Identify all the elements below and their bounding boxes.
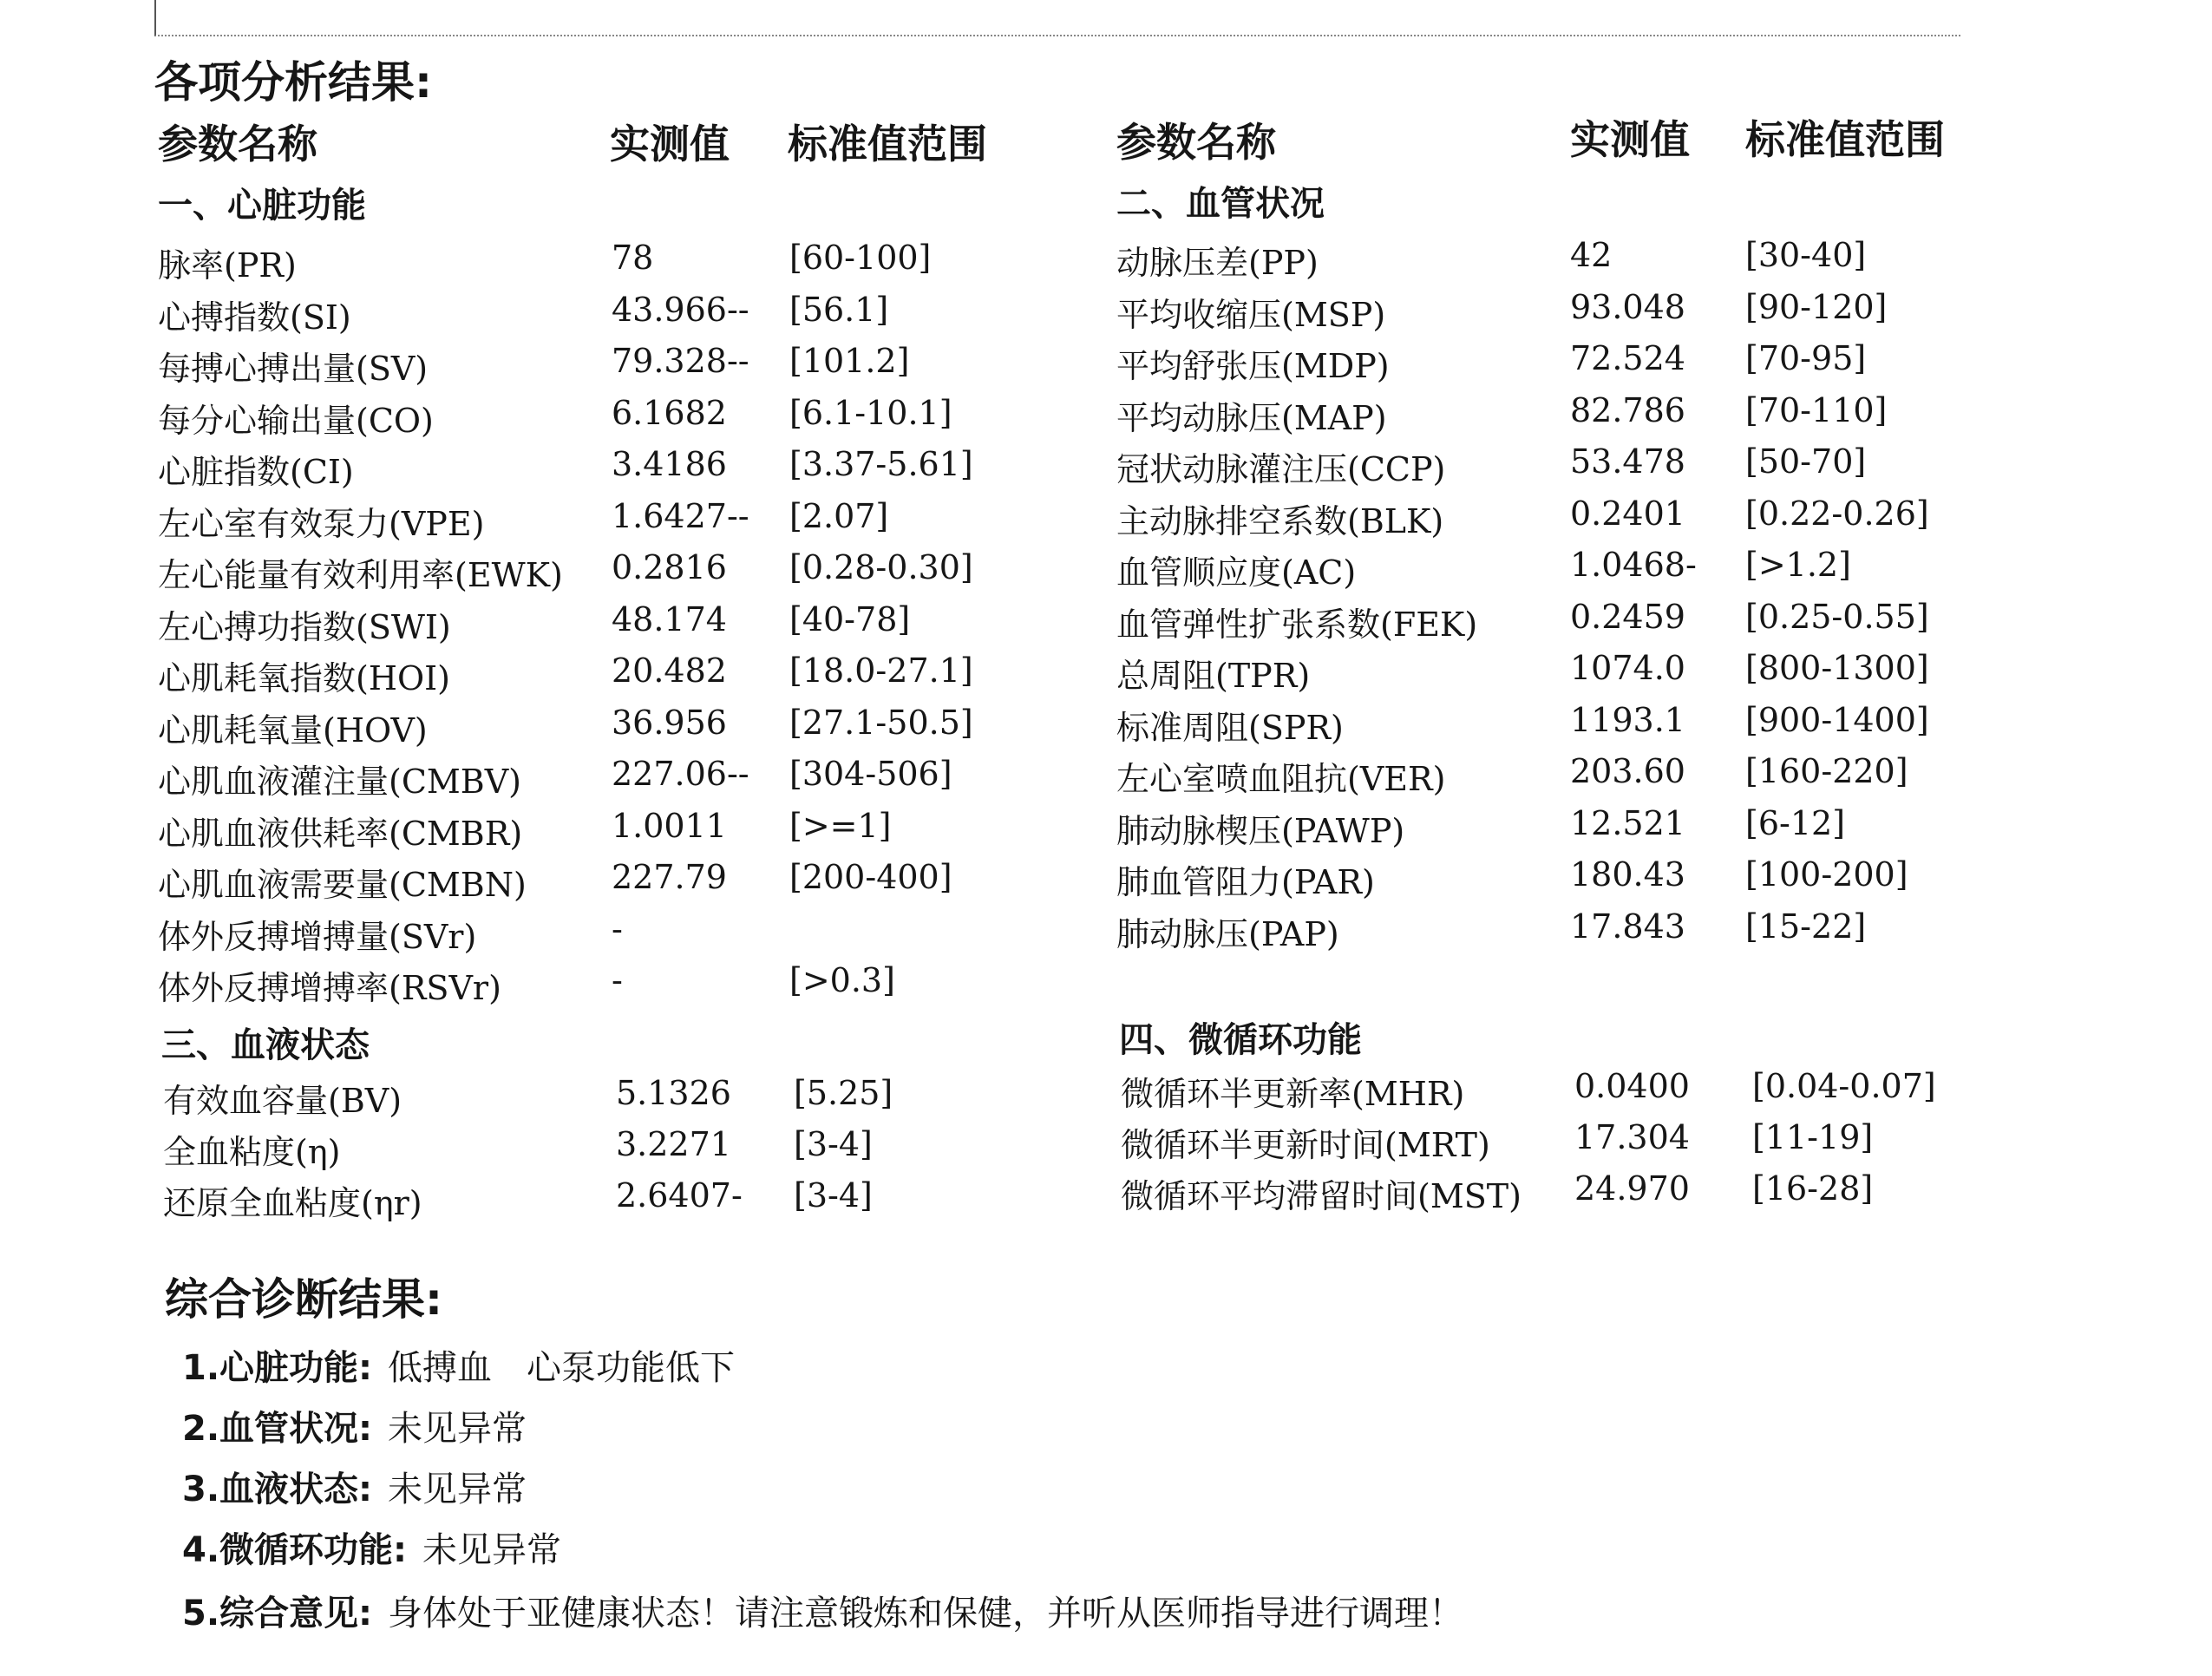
param-name: 肺血管阻力(PAR) xyxy=(1116,863,1375,901)
param-name: 总周阻(TPR) xyxy=(1116,657,1311,695)
diagnosis-item xyxy=(182,1340,735,1390)
page-frame-top xyxy=(154,0,1960,36)
reference-range: [2.07] xyxy=(789,496,889,535)
diagnosis-text: 低搏血 心泵功能低下 xyxy=(388,1348,736,1388)
reference-range: [900-1400] xyxy=(1745,700,1929,739)
reference-range: [40-78] xyxy=(789,599,911,638)
right-header-measured: 实测值 xyxy=(1570,116,1690,163)
measured-value: 5.1326 xyxy=(616,1074,731,1112)
param-name: 体外反搏增搏率(RSVr) xyxy=(158,969,501,1007)
measured-value: 53.478 xyxy=(1570,442,1685,481)
reference-range: [800-1300] xyxy=(1745,649,1929,687)
measured-value: 1.0468- xyxy=(1570,546,1697,584)
measured-value: - xyxy=(612,909,623,948)
reference-range: [3-4] xyxy=(794,1125,873,1163)
reference-range: [56.1] xyxy=(789,290,889,329)
reference-range: [60-100] xyxy=(789,239,932,277)
param-name: 脉率(PR) xyxy=(158,246,297,285)
reference-range: [160-220] xyxy=(1745,752,1908,790)
param-name: 微循环半更新时间(MRT) xyxy=(1121,1126,1490,1164)
param-name: 血管顺应度(AC) xyxy=(1116,553,1357,592)
measured-value: 1.0011 xyxy=(612,806,727,845)
analysis-title: 各项分析结果: xyxy=(154,57,432,108)
param-name: 肺动脉压(PAP) xyxy=(1116,914,1339,953)
diagnosis-text: 身体处于亚健康状态！请注意锻炼和保健，并听从医师指导进行调理！ xyxy=(388,1594,1464,1633)
param-name: 平均收缩压(MSP) xyxy=(1116,295,1386,334)
param-name: 微循环半更新率(MHR) xyxy=(1121,1075,1465,1113)
reference-range: [101.2] xyxy=(789,342,910,380)
measured-value: 2.6407- xyxy=(616,1176,743,1214)
measured-value: 12.521 xyxy=(1570,803,1685,842)
param-name: 冠状动脉灌注压(CCP) xyxy=(1116,450,1446,488)
left-header-param: 参数名称 xyxy=(158,121,317,167)
reference-range: [304-506] xyxy=(789,755,952,793)
reference-range: [11-19] xyxy=(1752,1118,1874,1156)
reference-range: [27.1-50.5] xyxy=(789,703,973,742)
measured-value: 1193.1 xyxy=(1570,700,1685,739)
diagnosis-label: 2.血管状况: xyxy=(182,1409,373,1449)
param-name: 心搏指数(SI) xyxy=(158,298,351,337)
reference-range: [50-70] xyxy=(1745,442,1867,481)
reference-range: [3.37-5.61] xyxy=(789,445,973,483)
reference-range: [90-120] xyxy=(1745,287,1888,326)
measured-value: - xyxy=(612,961,623,999)
measured-value: 93.048 xyxy=(1570,287,1685,326)
group-title-microcirculation: 四、微循环功能 xyxy=(1119,1020,1362,1060)
param-name: 左心室喷血阻抗(VER) xyxy=(1116,760,1446,798)
measured-value: 227.06-- xyxy=(612,755,749,793)
reference-range: [0.25-0.55] xyxy=(1745,597,1929,636)
group-title-vascular: 二、血管状况 xyxy=(1116,184,1325,224)
reference-range: [>0.3] xyxy=(789,961,895,999)
reference-range: [15-22] xyxy=(1745,907,1867,946)
diagnosis-label: 5.综合意见: xyxy=(182,1594,373,1633)
param-name: 血管弹性扩张系数(FEK) xyxy=(1116,605,1478,644)
measured-value: 227.79 xyxy=(612,858,727,896)
diagnosis-item xyxy=(182,1586,1463,1635)
param-name: 心肌耗氧量(HOV) xyxy=(158,710,428,750)
measured-value: 20.482 xyxy=(612,651,727,690)
reference-range: [100-200] xyxy=(1745,855,1908,894)
measured-value: 3.2271 xyxy=(616,1125,731,1163)
diagnosis-item xyxy=(182,1462,527,1511)
measured-value: 180.43 xyxy=(1570,855,1685,894)
param-name: 微循环平均滞留时间(MST) xyxy=(1121,1177,1522,1215)
measured-value: 36.956 xyxy=(612,703,727,742)
reference-range: [16-28] xyxy=(1752,1169,1874,1208)
measured-value: 48.174 xyxy=(612,599,727,638)
reference-range: [6-12] xyxy=(1745,803,1846,842)
param-name: 标准周阻(SPR) xyxy=(1116,708,1344,747)
param-name: 还原全血粘度(ηr) xyxy=(163,1184,422,1222)
param-name: 每搏心搏出量(SV) xyxy=(158,350,429,388)
diagnosis-title: 综合诊断结果: xyxy=(165,1274,442,1325)
measured-value: 0.0400 xyxy=(1574,1067,1690,1105)
param-name: 平均舒张压(MDP) xyxy=(1116,347,1390,385)
param-name: 心肌血液灌注量(CMBV) xyxy=(158,763,522,801)
measured-value: 203.60 xyxy=(1570,752,1685,790)
measured-value: 79.328-- xyxy=(612,342,749,380)
param-name: 体外反搏增搏量(SVr) xyxy=(158,917,477,956)
measured-value: 0.2401 xyxy=(1570,494,1685,533)
reference-range: [0.22-0.26] xyxy=(1745,494,1929,533)
measured-value: 17.843 xyxy=(1570,907,1685,946)
group-title-blood: 三、血液状态 xyxy=(161,1025,370,1065)
diagnosis-text: 未见异常 xyxy=(388,1470,527,1509)
diagnosis-item xyxy=(182,1401,527,1450)
left-header-measured: 实测值 xyxy=(610,121,730,167)
diagnosis-text: 未见异常 xyxy=(388,1409,527,1449)
param-name: 动脉压差(PP) xyxy=(1116,244,1319,282)
param-name: 全血粘度(η) xyxy=(163,1133,341,1171)
param-name: 主动脉排空系数(BLK) xyxy=(1116,501,1444,540)
measured-value: 1.6427-- xyxy=(612,496,749,535)
diagnosis-label: 4.微循环功能: xyxy=(182,1530,408,1570)
param-name: 左心室有效泵力(VPE) xyxy=(158,504,485,543)
param-name: 心肌血液供耗率(CMBR) xyxy=(158,814,523,853)
group-title-cardiac: 一、心脏功能 xyxy=(158,186,366,226)
diagnosis-item xyxy=(182,1522,561,1572)
param-name: 肺动脉楔压(PAWP) xyxy=(1116,811,1405,850)
reference-range: [70-110] xyxy=(1745,390,1888,429)
measured-value: 17.304 xyxy=(1574,1118,1690,1156)
measured-value: 42 xyxy=(1570,236,1613,274)
reference-range: [18.0-27.1] xyxy=(789,651,973,690)
reference-range: [>1.2] xyxy=(1745,546,1851,584)
param-name: 左心能量有效利用率(EWK) xyxy=(158,556,563,594)
reference-range: [3-4] xyxy=(794,1176,873,1214)
param-name: 左心搏功指数(SWI) xyxy=(158,607,451,646)
param-name: 有效血容量(BV) xyxy=(163,1082,402,1120)
reference-range: [30-40] xyxy=(1745,236,1867,274)
param-name: 心肌血液需要量(CMBN) xyxy=(158,866,527,904)
measured-value: 0.2459 xyxy=(1570,597,1685,636)
diagnosis-label: 1.心脏功能: xyxy=(182,1348,373,1388)
measured-value: 0.2816 xyxy=(612,548,727,586)
reference-range: [70-95] xyxy=(1745,339,1867,377)
measured-value: 43.966-- xyxy=(612,290,749,329)
param-name: 心脏指数(CI) xyxy=(158,453,354,491)
measured-value: 24.970 xyxy=(1574,1169,1690,1208)
reference-range: [200-400] xyxy=(789,858,952,896)
measured-value: 6.1682 xyxy=(612,393,727,432)
diagnosis-label: 3.血液状态: xyxy=(182,1470,373,1509)
reference-range: [0.04-0.07] xyxy=(1752,1067,1936,1105)
reference-range: [6.1-10.1] xyxy=(789,393,952,432)
reference-range: [0.28-0.30] xyxy=(789,548,973,586)
measured-value: 82.786 xyxy=(1570,390,1685,429)
left-header-range: 标准值范围 xyxy=(788,121,987,167)
diagnosis-text: 未见异常 xyxy=(422,1530,562,1570)
reference-range: [>=1] xyxy=(789,806,892,845)
measured-value: 1074.0 xyxy=(1570,649,1685,687)
measured-value: 78 xyxy=(612,239,654,277)
right-header-param: 参数名称 xyxy=(1116,119,1276,166)
reference-range: [5.25] xyxy=(794,1074,893,1112)
param-name: 心肌耗氧指数(HOI) xyxy=(158,659,450,697)
param-name: 每分心输出量(CO) xyxy=(158,401,434,440)
measured-value: 3.4186 xyxy=(612,445,727,483)
param-name: 平均动脉压(MAP) xyxy=(1116,398,1387,437)
right-header-range: 标准值范围 xyxy=(1745,116,1945,163)
measured-value: 72.524 xyxy=(1570,339,1685,377)
